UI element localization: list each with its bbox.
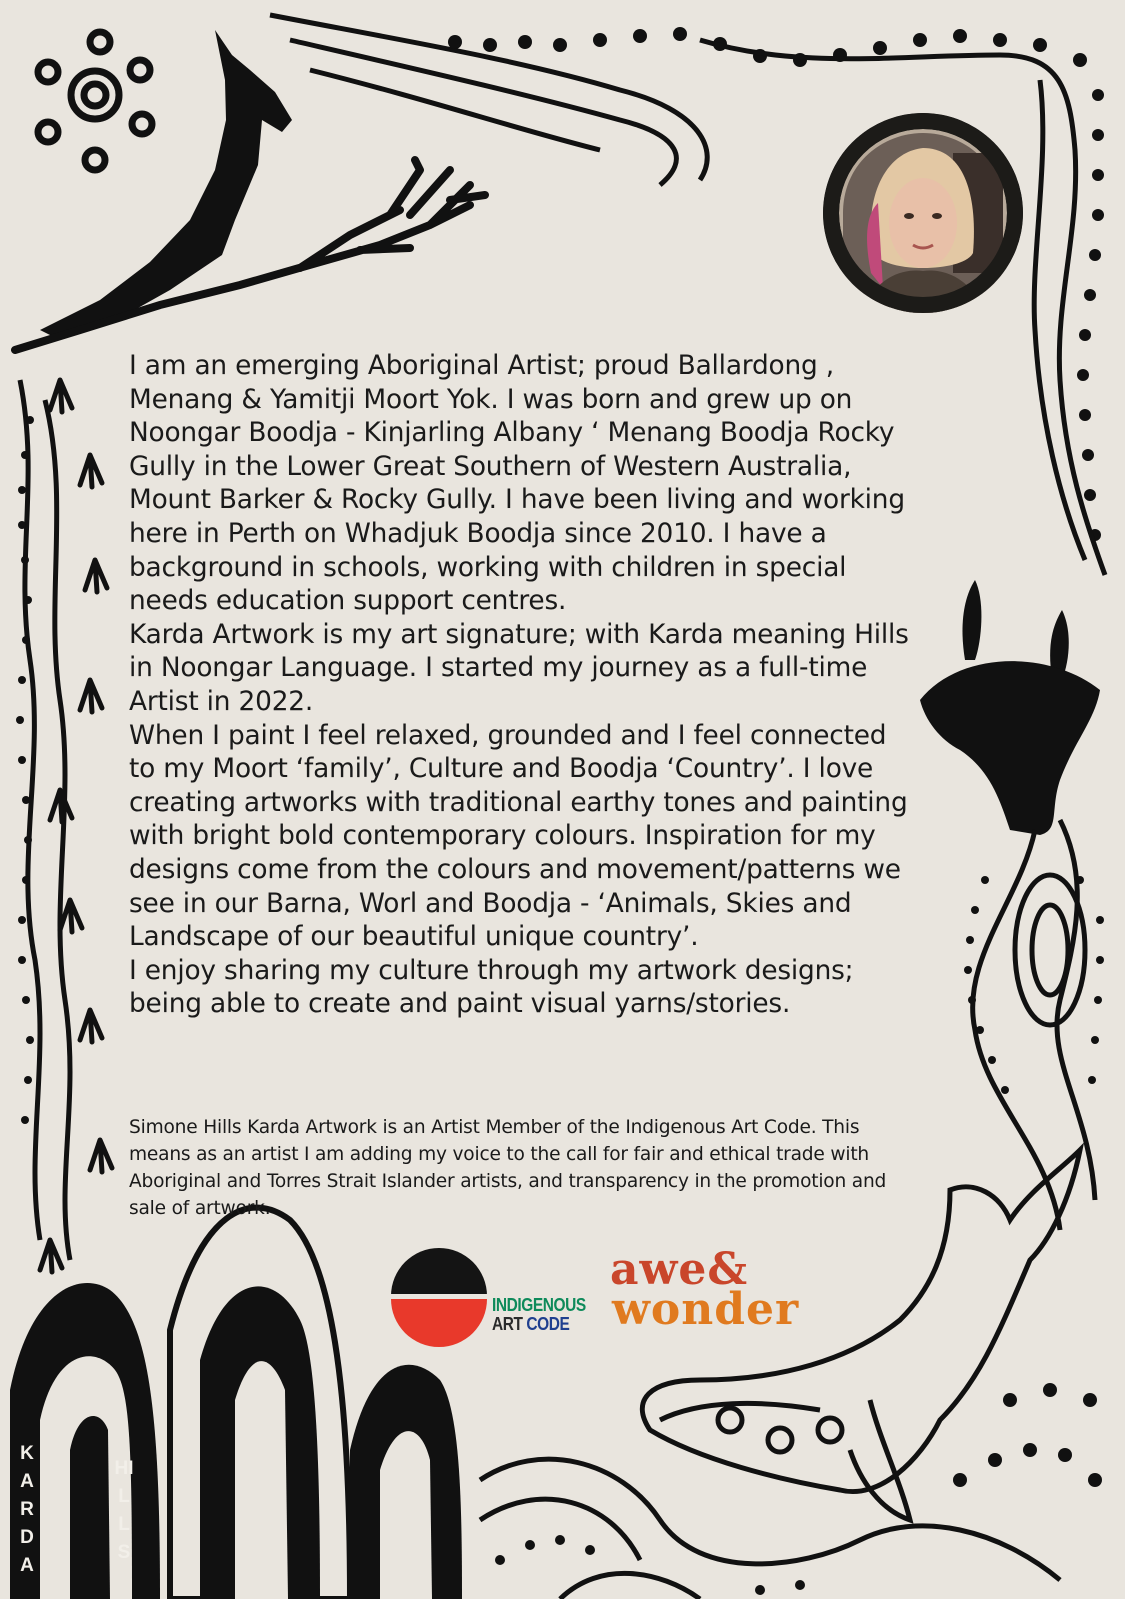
- bio-paragraph: Karda Artwork is my art signature; with Karda meaning Hills in Noongar Language. I started my journey as a full-time Artist in 2022.: [129, 618, 909, 717]
- artist-bio: [129, 349, 909, 1021]
- sun-circles-icon: [38, 32, 152, 170]
- awe-and-wonder-logo: [610, 1244, 840, 1335]
- karda-vertical-label: KARDA: [20, 1443, 34, 1576]
- emu-track-icons: [40, 380, 112, 1272]
- bio-paragraph: When I paint I feel relaxed, grounded and I feel connected to my Moort ‘family’, Culture and Boodja ‘Country’. I love creating artworks with traditional earthy tones and painting with bright bold contemporary colours. Inspiration for my designs come from the colours and movement/patterns we see in our Barna, Worl and Boodja - ‘Animals, Skies and Landscape of our beautiful unique country’.: [129, 719, 908, 953]
- artist-portrait: [823, 113, 1023, 313]
- bottom-dots: [495, 1383, 1102, 1595]
- iac-member-statement: Simone Hills Karda Artwork is an Artist Member of the Indigenous Art Code. This means as an artist I am adding my voice to the call for fair and ethical trade with Aboriginal and Torres Strait Islander artists, and transparency in the promotion and sale of artwork.: [129, 1117, 887, 1219]
- bird-label: Manatj: [100, 251, 142, 284]
- right-spiral-icon: [1015, 875, 1085, 1025]
- bio-paragraph: I enjoy sharing my culture through my artwork designs; being able to create and paint visual yarns/stories.: [129, 954, 854, 1020]
- bottom-wave-lines: [480, 1459, 1060, 1599]
- bio-paragraph: I am an emerging Aboriginal Artist; proud Ballardong , Menang & Yamitji Moort Yok. I was born and grew up on Noongar Boodja - Kinjarling Albany ‘ Menang Boodja Rocky Gully in the Lower Great Southern of Western Australia, Mount Barker & Rocky Gully. I have been living and working here in Perth on Whadjuk Boodja since 2010. I have a background in schools, working with children in special needs education support centres.: [129, 350, 905, 617]
- iac-line-1: INDIGENOUS: [492, 1295, 586, 1315]
- portrait-frame: [823, 113, 1023, 313]
- iac-code: CODE: [526, 1314, 570, 1334]
- awe-logo-line-1: awe&: [610, 1244, 749, 1295]
- awe-logo-line-2: wonder: [612, 1284, 800, 1335]
- hills-vertical-label: HILLS: [114, 1458, 134, 1563]
- iac-art: ART: [492, 1314, 523, 1334]
- grass-tree-icon: [920, 580, 1100, 835]
- iac-logo-text: [492, 1296, 586, 1334]
